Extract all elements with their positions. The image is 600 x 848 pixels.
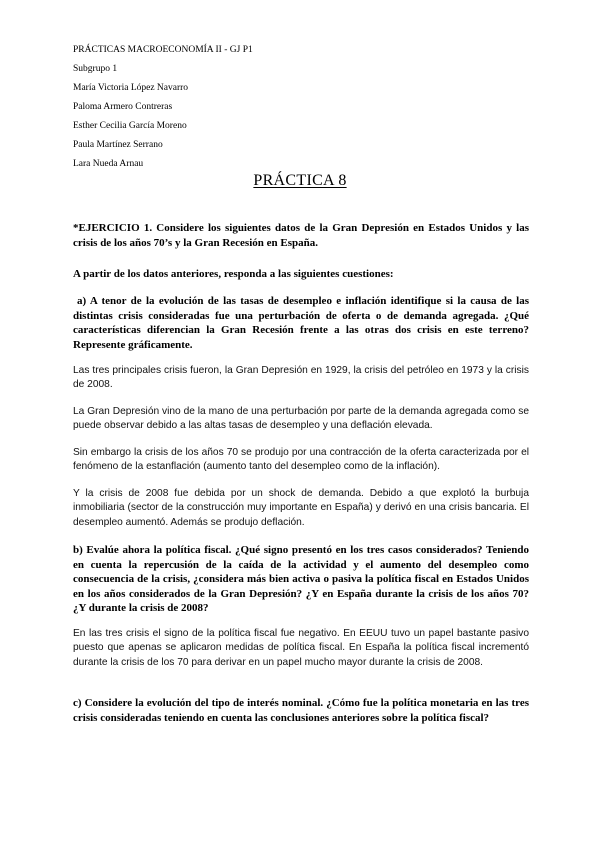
answer-b-text: En las tres crisis el signo de la política fiscal fue negativo. En EEUU tuvo un papel bastante pasivo puesto que apenas se aplicaron medidas de política fiscal. En España la política fiscal incrementó durante la crisis de los 70 para derivar en un papel mucho mayor durante la crisis de 2008.: [73, 628, 529, 668]
question-b-text: b) Evalúe ahora la política fiscal. ¿Qué signo presentó en los tres casos considerados? Teniendo en cuenta la repercusión de la caída de la actividad y el aumento del desempleo como consecuencia de la crisis, ¿considera más bien activa o pasiva la política fiscal en Estados Unidos en los años considerados de la Gran Depresión? ¿Y en España durante la crisis de los años 70? ¿Y durante la crisis de 2008?: [73, 544, 529, 614]
exercise-intro-text: *EJERCICIO 1. Considere los siguientes datos de la Gran Depresión en Estados Unidos y las crisis de los años 70’s y la Gran Recesión en España.: [73, 222, 529, 249]
author-name: Paula Martínez Serrano: [73, 140, 163, 150]
answer-b-paragraph-1: [73, 627, 529, 670]
author-name: Esther Cecilia García Moreno: [73, 121, 187, 131]
question-a-text: a) A tenor de la evolución de las tasas de desempleo e inflación identifique si la causa de las distintas crisis consideradas fue una perturbación de oferta o de demanda agregada. ¿Qué características diferencian la Gran Recesión frente a las otras dos crisis en este terreno? Represente gráficamente.: [73, 295, 529, 351]
page-title: PRÁCTICA 8: [253, 172, 347, 189]
author-name: Paloma Armero Contreras: [73, 102, 173, 112]
question-b: [73, 543, 529, 616]
document-header: [73, 41, 543, 174]
answer-a-text: Y la crisis de 2008 fue debida por un shock de demanda. Debido a que explotó la burbuja inmobiliaria (sector de la construcción muy importante en España) y derivó en una crisis bancaria. El desempleo aumentó. Además se produjo deflación.: [73, 488, 529, 528]
instructions: [73, 267, 529, 282]
answer-a-paragraph-4: [73, 487, 529, 530]
question-a: [73, 294, 529, 352]
exercise-intro: [73, 221, 529, 250]
answer-a-text: La Gran Depresión vino de la mano de una perturbación por parte de la demanda agregada como se puede observar debido a las altas tasas de desempleo y una deflación elevada.: [73, 406, 529, 432]
course-title: PRÁCTICAS MACROECONOMÍA II - GJ P1: [73, 45, 253, 55]
author-name: María Victoria López Navarro: [73, 83, 189, 93]
subgroup-label: Subgrupo 1: [73, 64, 118, 74]
answer-a-text: Las tres principales crisis fueron, la Gran Depresión en 1929, la crisis del petróleo en 1973 y la crisis de 2008.: [73, 365, 529, 391]
answer-a-paragraph-1: [73, 364, 529, 393]
answer-a-paragraph-2: [73, 405, 529, 434]
answer-a-text: Sin embargo la crisis de los años 70 se produjo por una contracción de la oferta caracterizada por el fenómeno de la estanflación (aumento tanto del desempleo como de la inflación).: [73, 447, 529, 473]
instructions-text: A partir de los datos anteriores, responda a las siguientes cuestiones:: [73, 268, 394, 280]
question-c-text: c) Considere la evolución del tipo de interés nominal. ¿Cómo fue la política monetaria en las tres crisis consideradas teniendo en cuenta las conclusiones anteriores sobre la política fiscal?: [73, 697, 529, 724]
question-c: [73, 696, 529, 725]
answer-a-paragraph-3: [73, 446, 529, 475]
author-name: Lara Nueda Arnau: [73, 159, 144, 169]
